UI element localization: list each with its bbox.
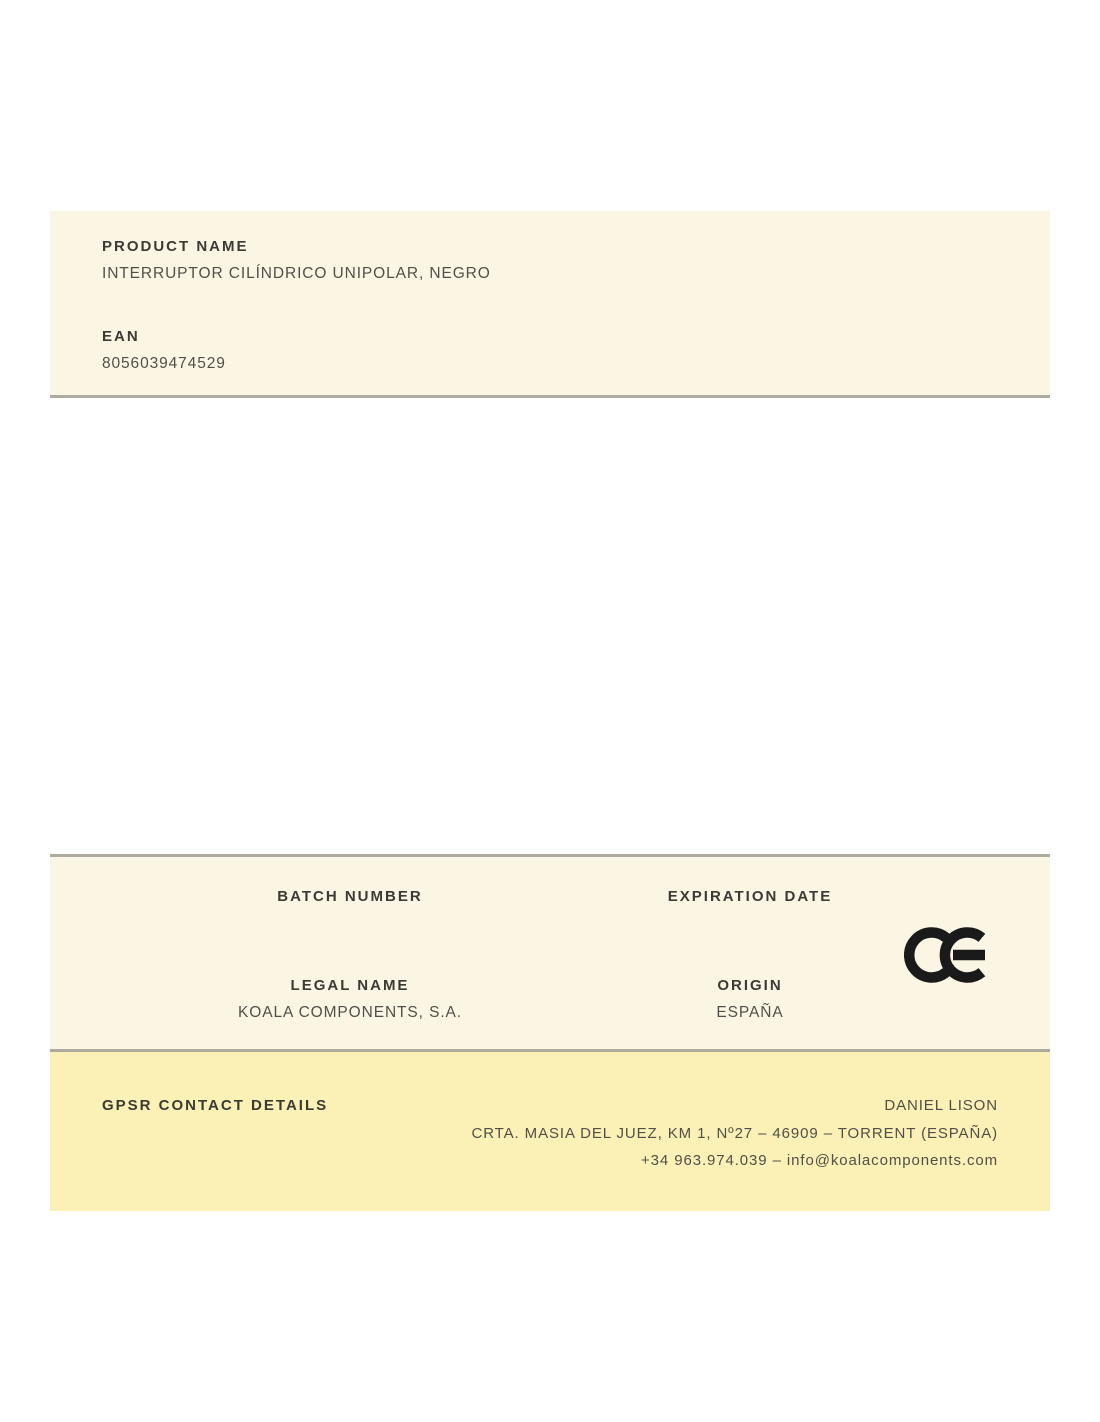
legal-name-label: LEGAL NAME (290, 977, 410, 994)
legal-name-value: KOALA COMPONENTS, S.A. (238, 1004, 462, 1021)
product-name-label: PRODUCT NAME (102, 238, 249, 255)
gpsr-contact-name: DANIEL LISON (884, 1097, 998, 1114)
ce-marking-icon (904, 927, 996, 983)
ean-label: EAN (102, 328, 140, 345)
ean-value: 8056039474529 (102, 355, 226, 372)
gpsr-contact-phone-email: +34 963.974.039 – info@koalacomponents.com (641, 1152, 998, 1169)
origin-label: ORIGIN (717, 977, 783, 994)
origin-value: ESPAÑA (716, 1004, 784, 1021)
product-info-panel (50, 211, 1050, 398)
ce-column (850, 887, 1050, 1023)
batch-legal-column (50, 887, 650, 1023)
gpsr-contact-label: GPSR CONTACT DETAILS (102, 1097, 329, 1114)
product-name-value: INTERRUPTOR CILÍNDRICO UNIPOLAR, NEGRO (102, 265, 491, 282)
expiration-date-label: EXPIRATION DATE (667, 888, 833, 905)
gpsr-contact-panel (50, 1052, 1050, 1211)
expiration-origin-column (650, 887, 850, 1023)
batch-number-label: BATCH NUMBER (277, 888, 423, 905)
gpsr-contact-block (471, 1092, 998, 1175)
traceability-panel (50, 854, 1050, 1052)
gpsr-contact-address: CRTA. MASIA DEL JUEZ, KM 1, Nº27 – 46909 – TORRENT (ESPAÑA) (471, 1124, 998, 1142)
